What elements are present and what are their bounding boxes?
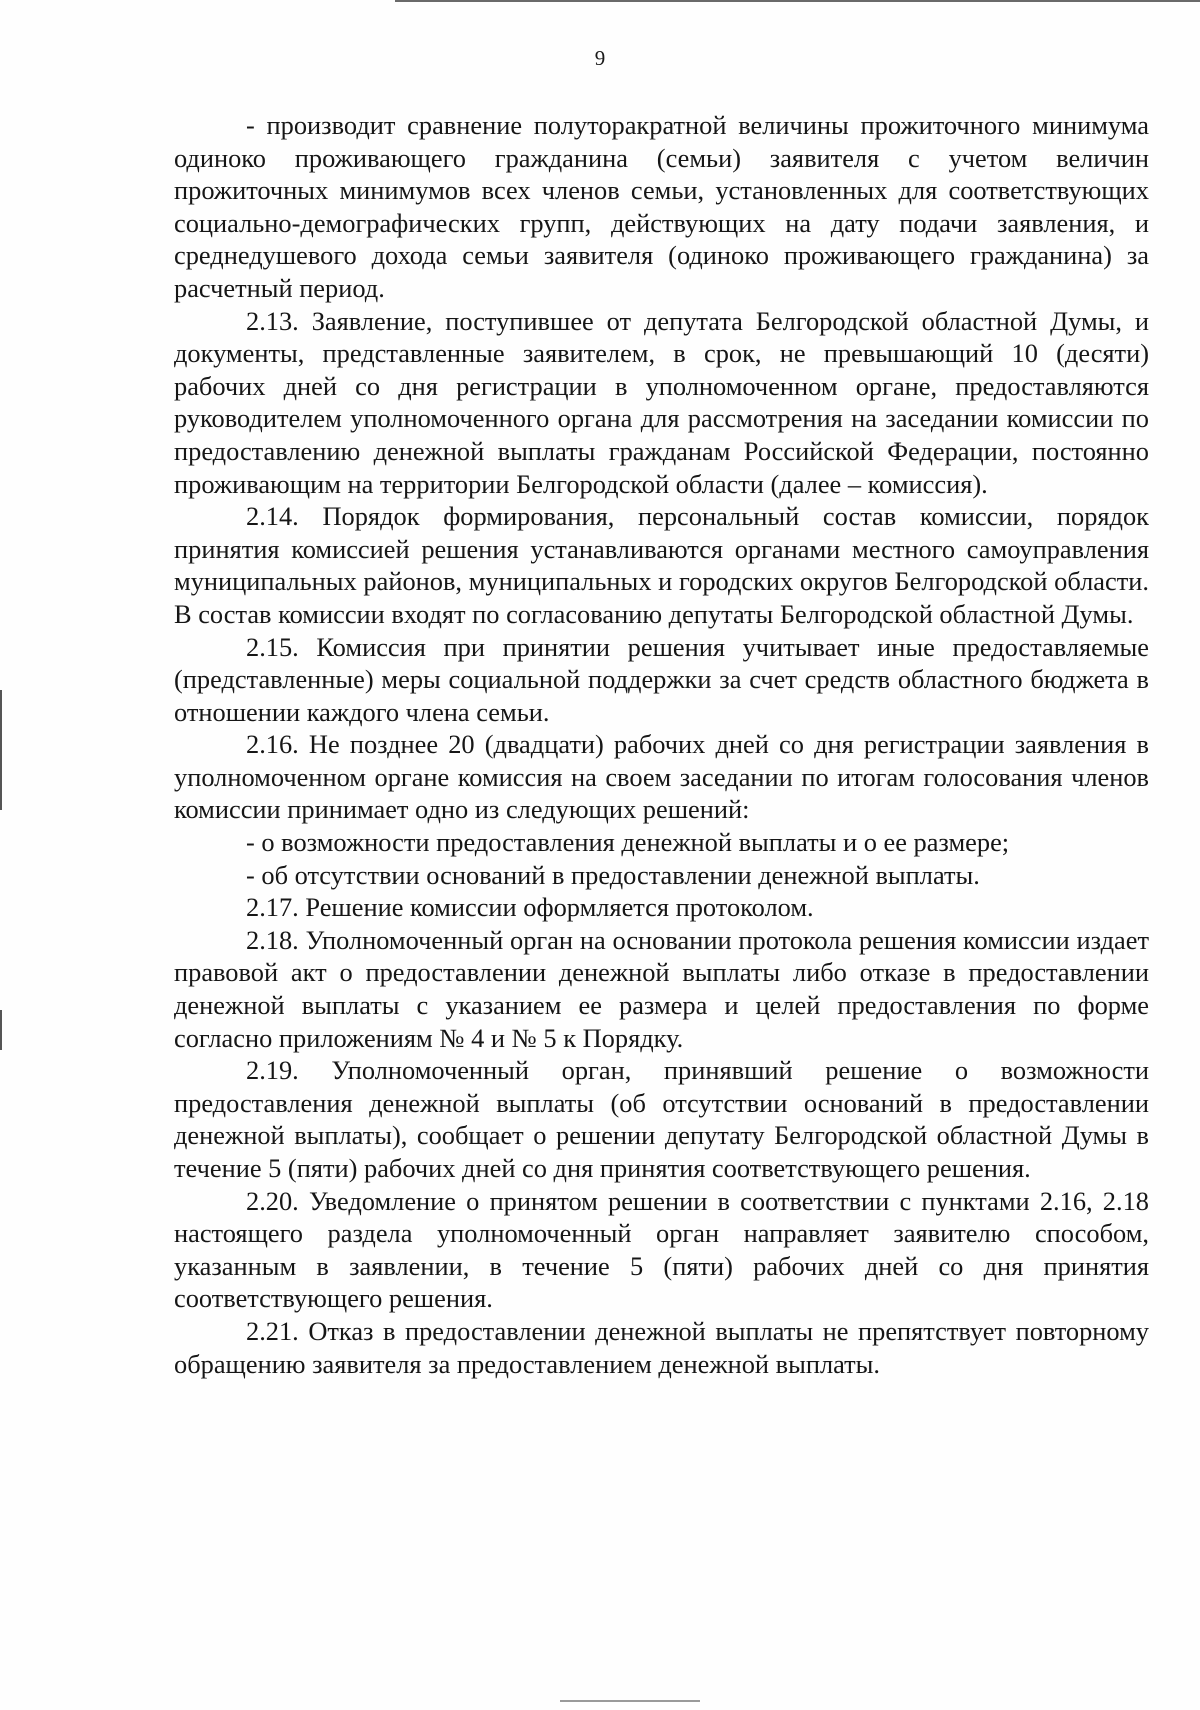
paragraph-2-20: 2.20. Уведомление о принятом решении в соответствии с пунктами 2.16, 2.18 настоящего раздела уполномоченный орган направляет заявителю способом, указанным в заявлении, в течение 5 (пяти) рабочих дней со дня принятия соответствующего решения. <box>174 1185 1149 1314</box>
list-item-decision-refuse: - об отсутствии оснований в предоставлении денежной выплаты. <box>246 859 980 890</box>
page-number: 9 <box>594 46 606 70</box>
paragraph-2-14: 2.14. Порядок формирования, персональный состав комиссии, порядок принятия комиссией решения устанавливаются органами местного самоуправления муниципальных районов, муниципальных и городских округов Белгородской области. В состав комиссии входят по согласованию депутаты Белгородской областной Думы. <box>174 501 1149 629</box>
scan-top-border <box>395 0 1200 2</box>
scan-edge-mark <box>0 1010 2 1050</box>
paragraph-2-18: 2.18. Уполномоченный орган на основании протокола решения комиссии издает правовой акт о предоставлении денежной выплаты либо отказе в предоставлении денежной выплаты с указанием ее размера и целей предоставления по форме согласно приложениям № 4 и № 5 к Порядку. <box>174 924 1149 1053</box>
paragraph-2-15: 2.15. Комиссия при принятии решения учитывает иные предоставляемые (представленные) меры социальной поддержки за счет средств областного бюджета в отношении каждого члена семьи. <box>174 631 1149 727</box>
paragraph-2-21: 2.21. Отказ в предоставлении денежной выплаты не препятствует повторному обращению заявителя за предоставлением денежной выплаты. <box>174 1315 1149 1379</box>
paragraph-2-19: 2.19. Уполномоченный орган, принявший решение о возможности предоставления денежной выплаты (об отсутствии оснований в предоставлении денежной выплаты), сообщает о решении депутату Белгородской областной Думы в течение 5 (пяти) рабочих дней со дня принятия соответствующего решения. <box>174 1055 1149 1183</box>
paragraph-2-13: 2.13. Заявление, поступившее от депутата Белгородской областной Думы, и документы, представленные заявителем, в срок, не превышающий 10 (десяти) рабочих дней со дня регистрации в уполномоченном органе, предоставляются руководителем уполномоченного органа для рассмотрения на заседании комиссии по предоставлению денежной выплаты гражданам Российской Федерации, постоянно проживающим на территории Белгородской области (далее – комиссия). <box>174 305 1149 499</box>
scan-edge-mark <box>0 690 2 810</box>
scan-bottom-mark <box>560 1700 700 1702</box>
paragraph-income-comparison: - производит сравнение полуторакратной величины прожиточного минимума одиноко проживающего гражданина (семьи) заявителя с учетом величин прожиточных минимумов всех членов семьи, установленных для соответствующих социально-демографических групп, действующих на дату подачи заявления, и среднедушевого дохода семьи заявителя (одиноко проживающего гражданина) за расчетный период. <box>174 110 1149 303</box>
paragraph-2-17: 2.17. Решение комиссии оформляется протоколом. <box>246 892 814 923</box>
list-item-decision-grant: - о возможности предоставления денежной выплаты и о ее размере; <box>246 827 1010 858</box>
paragraph-2-16: 2.16. Не позднее 20 (двадцати) рабочих дней со дня регистрации заявления в уполномоченном органе комиссия на своем заседании по итогам голосования членов комиссии принимает одно из следующих решений: <box>174 729 1149 825</box>
document-body <box>174 109 1149 1380</box>
